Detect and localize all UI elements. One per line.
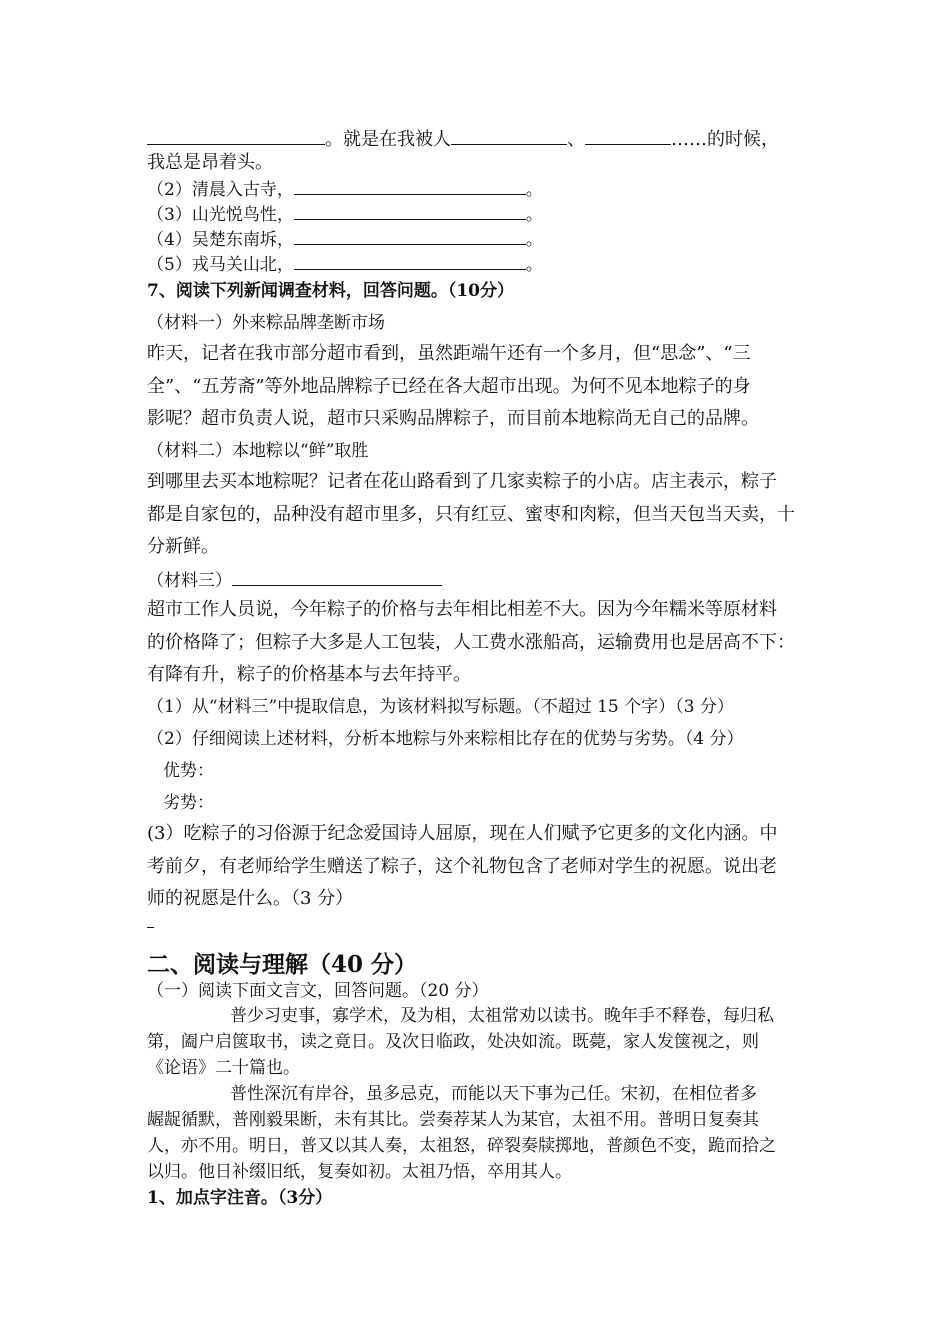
sub-question-3: 师的祝愿是什么。（3 分） [147, 888, 354, 909]
section-2-title: 二、阅读与理解（40 分） [147, 951, 418, 978]
section-2-intro: （一）阅读下面文言文，回答问题。（20 分） [147, 981, 489, 1001]
stray-dash [147, 927, 154, 928]
material-2-text: 都是自家包的，品种没有超市里多，只有红豆、蜜枣和肉粽，但当天包当天卖，十 [147, 504, 795, 525]
answer-blank[interactable] [585, 127, 671, 145]
poem-line: （2）清晨入古寺， 。 [147, 177, 543, 201]
sub-question-3: 考前夕，有老师给学生赠送了粽子，这个礼物包含了老师对学生的祝愿。说出老 [147, 856, 777, 877]
material-2-heading: （材料二）本地粽以“鲜”取胜 [147, 441, 369, 461]
fill-blank-line: 。就是在我被人 、 ……的时候， [147, 127, 779, 151]
material-3-heading: （材料三） [147, 568, 442, 592]
answer-blank[interactable] [294, 177, 526, 195]
material-1-text: 影呢？超市负责人说，超市只采购品牌粽子，而目前本地粽尚无自己的品牌。 [147, 408, 759, 429]
material-3-title-blank[interactable] [232, 568, 442, 586]
material-1-heading: （材料一）外来粽品牌垄断市场 [147, 313, 385, 333]
material-1-text: 昨天，记者在我市部分超市看到，虽然距端午还有一个多月，但“思念”、“三 [147, 343, 751, 364]
answer-blank[interactable] [294, 227, 526, 245]
fill-blank-continuation: 我总是昂着头。 [147, 152, 273, 173]
material-1-text: 全”、“五芳斋”等外地品牌粽子已经在各大超市出现。为何不见本地粽子的身 [147, 376, 751, 397]
advantage-label: 优势： [163, 761, 214, 781]
classical-text-para-2: 以归。他日补缀旧纸，复奏如初。太祖乃悟，卒用其人。 [147, 1162, 572, 1182]
classical-text-para-2: 人，亦不用。明日，普又以其人奏，太祖怒，碎裂奏牍掷地，普颜色不变，跪而拾之 [147, 1136, 776, 1156]
poem-line: （3）山光悦鸟性， 。 [147, 202, 543, 226]
question-1-title: 1、加点字注音。（3分） [147, 1188, 333, 1208]
answer-blank[interactable] [147, 127, 325, 145]
answer-blank[interactable] [451, 127, 567, 145]
classical-text-para-2: 普性深沉有岸谷，虽多忌克，而能以天下事为己任。宋初，在相位者多 [230, 1084, 757, 1104]
answer-blank[interactable] [294, 252, 526, 270]
disadvantage-label: 劣势： [163, 793, 214, 813]
sub-question-2: （2）仔细阅读上述材料，分析本地粽与外来粽相比存在的优势与劣势。（4 分） [147, 729, 744, 749]
classical-text-para-1: 普少习吏事，寡学术，及为相，太祖常劝以读书。晚年手不释卷，每归私 [230, 1006, 774, 1026]
poem-line: （4）吴楚东南坼， 。 [147, 227, 543, 251]
material-3-text: 超市工作人员说，今年粽子的价格与去年相比相差不大。因为今年糯米等原材料 [147, 599, 777, 620]
material-2-text: 到哪里去买本地粽呢？记者在花山路看到了几家卖粽子的小店。店主表示，粽子 [147, 471, 777, 492]
material-2-text: 分新鲜。 [147, 536, 219, 557]
classical-text-para-1: 第，阖户启箧取书，读之竟日。及次日临政，处决如流。既薨，家人发箧视之，则 [147, 1032, 759, 1052]
sub-question-1: （1）从“材料三”中提取信息，为该材料拟写标题。（不超过 15 个字）（3 分） [147, 697, 734, 717]
question-7-title: 7、阅读下列新闻调查材料，回答问题。（10分） [147, 281, 514, 301]
answer-blank[interactable] [294, 202, 526, 220]
sub-question-3: (3）吃粽子的习俗源于纪念爱国诗人屈原，现在人们赋予它更多的文化内涵。中 [147, 823, 778, 844]
classical-text-para-2: 龌龊循默，普刚毅果断，未有其比。尝奏荐某人为某官，太祖不用。普明日复奏其 [147, 1110, 759, 1130]
classical-text-para-1: 《论语》二十篇也。 [147, 1058, 300, 1078]
material-3-text: 的价格降了；但粽子大多是人工包装，人工费水涨船高，运输费用也是居高不下： [147, 632, 795, 653]
poem-line: （5）戎马关山北， 。 [147, 252, 543, 276]
material-3-text: 有降有升，粽子的价格基本与去年持平。 [147, 664, 471, 685]
